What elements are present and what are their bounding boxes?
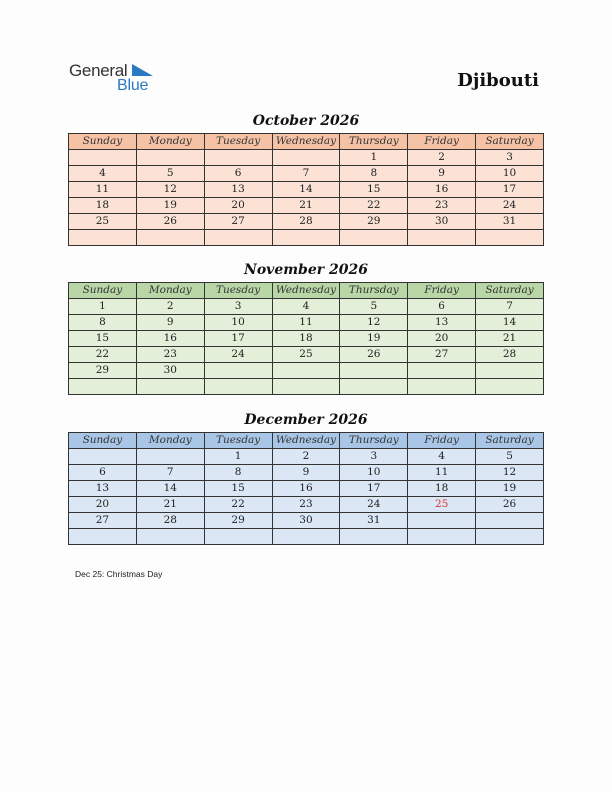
calendar-october (68, 133, 544, 246)
weekday-header: Wednesday (272, 433, 340, 449)
empty-day-cell (408, 230, 476, 246)
empty-day-cell (204, 529, 272, 545)
day-cell: 10 (476, 166, 544, 182)
weekday-header: Tuesday (204, 433, 272, 449)
day-cell: 16 (136, 331, 204, 347)
weekday-header: Monday (136, 433, 204, 449)
empty-day-cell (272, 150, 340, 166)
day-cell: 1 (204, 449, 272, 465)
week-row (69, 465, 544, 481)
day-cell: 22 (69, 347, 137, 363)
empty-day-cell (69, 150, 137, 166)
empty-day-cell (408, 363, 476, 379)
day-cell: 3 (340, 449, 408, 465)
day-cell: 29 (204, 513, 272, 529)
day-cell: 29 (340, 214, 408, 230)
day-cell: 24 (476, 198, 544, 214)
day-cell: 22 (340, 198, 408, 214)
weekday-header: Friday (408, 283, 476, 299)
empty-day-cell (272, 363, 340, 379)
day-cell: 14 (136, 481, 204, 497)
weekday-header: Thursday (340, 134, 408, 150)
week-row (69, 347, 544, 363)
day-cell: 3 (204, 299, 272, 315)
day-cell: 13 (69, 481, 137, 497)
calendar-november (68, 282, 544, 395)
empty-day-cell (272, 379, 340, 395)
day-cell: 4 (272, 299, 340, 315)
country-title: Djibouti (457, 70, 539, 91)
logo-text-general: General (69, 61, 128, 80)
week-row (69, 182, 544, 198)
day-cell: 30 (272, 513, 340, 529)
day-cell: 4 (69, 166, 137, 182)
day-cell: 25 (272, 347, 340, 363)
weekday-header: Thursday (340, 283, 408, 299)
weekday-header: Tuesday (204, 283, 272, 299)
day-cell: 11 (69, 182, 137, 198)
day-cell: 30 (136, 363, 204, 379)
day-cell: 7 (272, 166, 340, 182)
day-cell: 28 (272, 214, 340, 230)
weekday-header: Sunday (69, 433, 137, 449)
weekday-header-row (69, 433, 544, 449)
week-row (69, 379, 544, 395)
day-cell: 26 (136, 214, 204, 230)
day-cell: 14 (476, 315, 544, 331)
weekday-header: Monday (136, 134, 204, 150)
logo-text-blue: Blue (117, 77, 149, 94)
day-cell: 26 (340, 347, 408, 363)
day-cell: 6 (204, 166, 272, 182)
day-cell: 22 (204, 497, 272, 513)
day-cell: 20 (408, 331, 476, 347)
day-cell: 29 (69, 363, 137, 379)
day-cell: 12 (136, 182, 204, 198)
empty-day-cell (204, 230, 272, 246)
empty-day-cell (476, 230, 544, 246)
week-row (69, 331, 544, 347)
week-row (69, 449, 544, 465)
day-cell: 26 (476, 497, 544, 513)
empty-day-cell (340, 363, 408, 379)
day-cell: 15 (69, 331, 137, 347)
day-cell: 17 (476, 182, 544, 198)
day-cell: 9 (136, 315, 204, 331)
empty-day-cell (204, 379, 272, 395)
day-cell: 27 (69, 513, 137, 529)
day-cell: 19 (340, 331, 408, 347)
day-cell: 17 (340, 481, 408, 497)
month-title-november: November 2026 (244, 262, 368, 278)
empty-day-cell (69, 529, 137, 545)
day-cell: 8 (204, 465, 272, 481)
day-cell: 19 (476, 481, 544, 497)
weekday-header: Sunday (69, 134, 137, 150)
empty-day-cell (136, 230, 204, 246)
day-cell: 13 (204, 182, 272, 198)
calendar-december (68, 432, 544, 545)
day-cell: 7 (136, 465, 204, 481)
empty-day-cell (272, 529, 340, 545)
week-row (69, 166, 544, 182)
weekday-header: Tuesday (204, 134, 272, 150)
day-cell: 1 (69, 299, 137, 315)
day-cell: 24 (340, 497, 408, 513)
empty-day-cell (204, 150, 272, 166)
holiday-note: Dec 25: Christmas Day (75, 569, 163, 579)
empty-day-cell (408, 513, 476, 529)
weekday-header: Wednesday (272, 283, 340, 299)
empty-day-cell (340, 529, 408, 545)
day-cell: 16 (408, 182, 476, 198)
day-cell: 10 (340, 465, 408, 481)
day-cell: 23 (136, 347, 204, 363)
week-row (69, 214, 544, 230)
week-row (69, 529, 544, 545)
day-cell: 5 (136, 166, 204, 182)
weekday-header: Friday (408, 134, 476, 150)
weekday-header: Saturday (476, 283, 544, 299)
day-cell: 27 (204, 214, 272, 230)
empty-day-cell (69, 230, 137, 246)
empty-day-cell (476, 513, 544, 529)
day-cell: 12 (476, 465, 544, 481)
weekday-header: Sunday (69, 283, 137, 299)
day-cell: 11 (272, 315, 340, 331)
day-cell: 18 (272, 331, 340, 347)
day-cell: 11 (408, 465, 476, 481)
week-row (69, 513, 544, 529)
day-cell: 9 (408, 166, 476, 182)
empty-day-cell (136, 449, 204, 465)
day-cell: 15 (204, 481, 272, 497)
week-row (69, 150, 544, 166)
weekday-header: Thursday (340, 433, 408, 449)
day-cell: 31 (340, 513, 408, 529)
weekday-header: Friday (408, 433, 476, 449)
day-cell: 30 (408, 214, 476, 230)
week-row (69, 230, 544, 246)
weekday-header: Saturday (476, 433, 544, 449)
empty-day-cell (476, 363, 544, 379)
day-cell: 13 (408, 315, 476, 331)
day-cell: 6 (69, 465, 137, 481)
day-cell: 8 (340, 166, 408, 182)
holiday-day-cell: 25 (408, 497, 476, 513)
day-cell: 1 (340, 150, 408, 166)
month-title-december: December 2026 (244, 412, 368, 428)
day-cell: 28 (476, 347, 544, 363)
day-cell: 5 (340, 299, 408, 315)
empty-day-cell (69, 379, 137, 395)
empty-day-cell (476, 529, 544, 545)
empty-day-cell (204, 363, 272, 379)
day-cell: 21 (476, 331, 544, 347)
day-cell: 31 (476, 214, 544, 230)
day-cell: 24 (204, 347, 272, 363)
day-cell: 27 (408, 347, 476, 363)
empty-day-cell (69, 449, 137, 465)
day-cell: 18 (69, 198, 137, 214)
empty-day-cell (408, 379, 476, 395)
empty-day-cell (272, 230, 340, 246)
day-cell: 5 (476, 449, 544, 465)
general-blue-logo (69, 60, 169, 96)
weekday-header: Monday (136, 283, 204, 299)
weekday-header: Wednesday (272, 134, 340, 150)
day-cell: 20 (204, 198, 272, 214)
empty-day-cell (340, 230, 408, 246)
day-cell: 2 (272, 449, 340, 465)
week-row (69, 497, 544, 513)
day-cell: 16 (272, 481, 340, 497)
week-row (69, 363, 544, 379)
week-row (69, 481, 544, 497)
day-cell: 23 (272, 497, 340, 513)
empty-day-cell (136, 379, 204, 395)
day-cell: 21 (272, 198, 340, 214)
empty-day-cell (136, 529, 204, 545)
day-cell: 2 (408, 150, 476, 166)
day-cell: 15 (340, 182, 408, 198)
month-title-october: October 2026 (252, 113, 360, 129)
weekday-header: Saturday (476, 134, 544, 150)
week-row (69, 315, 544, 331)
day-cell: 10 (204, 315, 272, 331)
week-row (69, 198, 544, 214)
day-cell: 20 (69, 497, 137, 513)
logo-triangle-icon (132, 64, 154, 78)
day-cell: 12 (340, 315, 408, 331)
day-cell: 2 (136, 299, 204, 315)
empty-day-cell (408, 529, 476, 545)
day-cell: 21 (136, 497, 204, 513)
empty-day-cell (136, 150, 204, 166)
week-row (69, 299, 544, 315)
day-cell: 17 (204, 331, 272, 347)
day-cell: 6 (408, 299, 476, 315)
day-cell: 19 (136, 198, 204, 214)
day-cell: 18 (408, 481, 476, 497)
day-cell: 3 (476, 150, 544, 166)
day-cell: 28 (136, 513, 204, 529)
day-cell: 9 (272, 465, 340, 481)
day-cell: 7 (476, 299, 544, 315)
empty-day-cell (476, 379, 544, 395)
weekday-header-row (69, 134, 544, 150)
day-cell: 23 (408, 198, 476, 214)
day-cell: 25 (69, 214, 137, 230)
day-cell: 8 (69, 315, 137, 331)
empty-day-cell (340, 379, 408, 395)
day-cell: 14 (272, 182, 340, 198)
weekday-header-row (69, 283, 544, 299)
day-cell: 4 (408, 449, 476, 465)
